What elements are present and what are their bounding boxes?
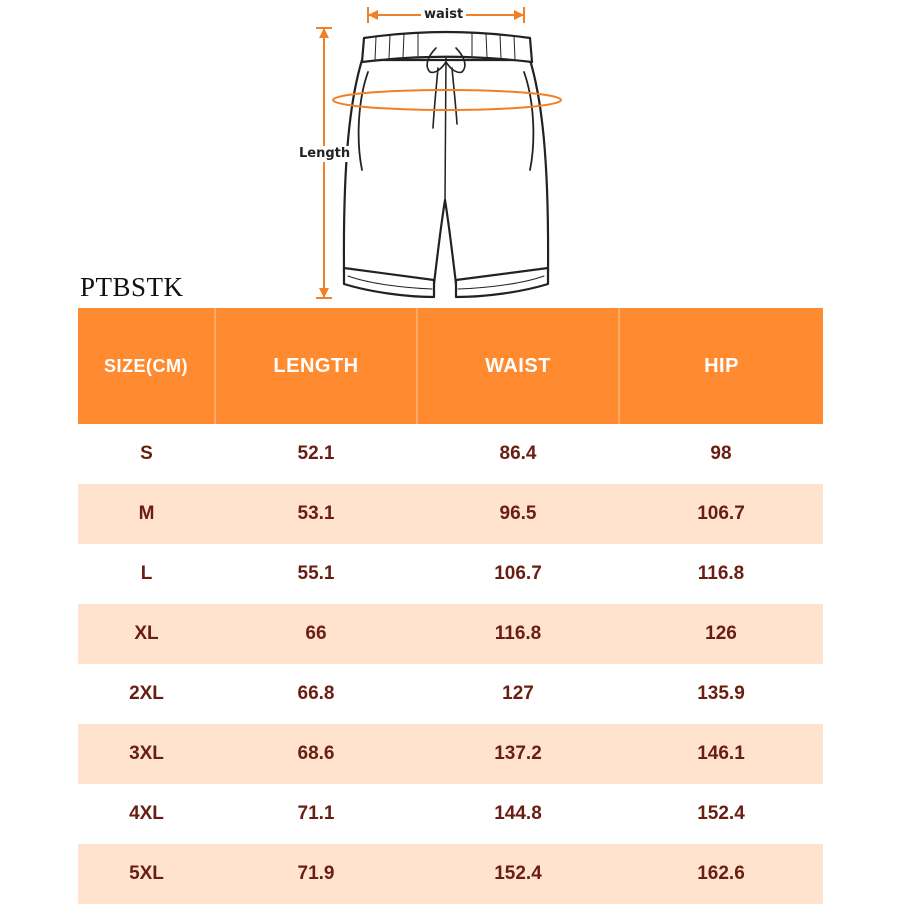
cell-waist: 144.8 (417, 784, 619, 844)
cell-length: 68.6 (215, 724, 417, 784)
cell-hip: 106.7 (619, 484, 823, 544)
cell-waist: 137.2 (417, 724, 619, 784)
brand-name: PTBSTK (80, 272, 184, 302)
cell-size: 3XL (78, 724, 215, 784)
cell-waist: 96.5 (417, 484, 619, 544)
length-label: Length (296, 146, 353, 162)
cell-hip: 162.6 (619, 844, 823, 904)
cell-length: 53.1 (215, 484, 417, 544)
table-row (78, 484, 823, 544)
cell-size: 5XL (78, 844, 215, 904)
cell-length: 66 (215, 604, 417, 664)
cell-length: 71.9 (215, 844, 417, 904)
table-row (78, 724, 823, 784)
cell-size: XL (78, 604, 215, 664)
size-chart-table (78, 308, 823, 904)
table-row (78, 424, 823, 484)
cell-size: 2XL (78, 664, 215, 724)
table-row (78, 604, 823, 664)
cell-waist: 106.7 (417, 544, 619, 604)
table-header-row (78, 308, 823, 424)
cell-waist: 116.8 (417, 604, 619, 664)
table-row (78, 844, 823, 904)
cell-size: S (78, 424, 215, 484)
cell-length: 66.8 (215, 664, 417, 724)
cell-hip: 146.1 (619, 724, 823, 784)
cell-hip: 116.8 (619, 544, 823, 604)
cell-hip: 135.9 (619, 664, 823, 724)
cell-hip: 126 (619, 604, 823, 664)
header-waist: WAIST (417, 308, 619, 424)
cell-length: 52.1 (215, 424, 417, 484)
table-row (78, 544, 823, 604)
cell-length: 55.1 (215, 544, 417, 604)
cell-size: 4XL (78, 784, 215, 844)
cell-waist: 152.4 (417, 844, 619, 904)
cell-hip: 152.4 (619, 784, 823, 844)
header-size: SIZE(CM) (78, 308, 215, 424)
cell-hip: 98 (619, 424, 823, 484)
shorts-diagram (0, 0, 900, 305)
cell-length: 71.1 (215, 784, 417, 844)
length-arrow-icon (316, 28, 332, 298)
table-row (78, 784, 823, 844)
cell-waist: 86.4 (417, 424, 619, 484)
cell-size: L (78, 544, 215, 604)
table-row (78, 664, 823, 724)
header-length: LENGTH (215, 308, 417, 424)
shorts-icon (344, 32, 548, 297)
cell-waist: 127 (417, 664, 619, 724)
waist-label: waist (421, 7, 466, 23)
header-hip: HIP (619, 308, 823, 424)
cell-size: M (78, 484, 215, 544)
